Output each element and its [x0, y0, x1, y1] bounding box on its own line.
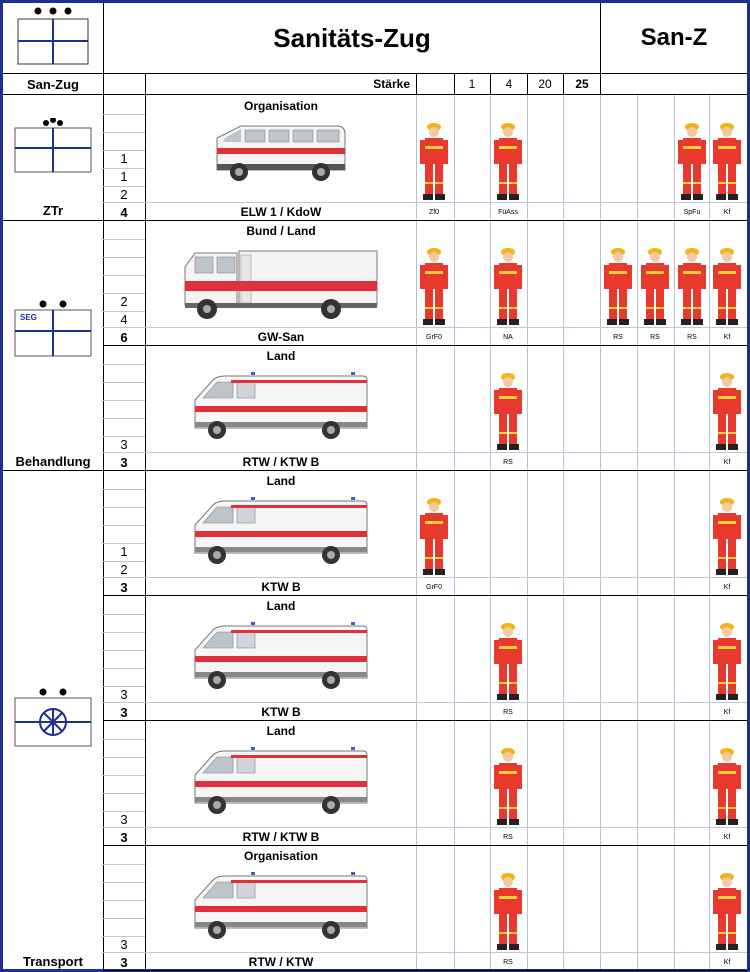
role-label: [416, 705, 452, 719]
crew-member-icon: [712, 870, 742, 952]
grid-line: [103, 114, 145, 115]
grid-line: [527, 73, 528, 95]
strength-total: 3: [120, 704, 128, 720]
vehicle-category: Land: [266, 474, 296, 488]
role-label: [637, 455, 673, 469]
role-label: [674, 705, 710, 719]
role-label: [526, 205, 562, 219]
role-label: [637, 580, 673, 594]
vehicle-ktw-icon: [191, 620, 371, 694]
crew-member-icon: [712, 370, 742, 452]
role-label: [637, 955, 673, 969]
strength-count: [104, 524, 144, 542]
role-label: RS: [503, 708, 513, 716]
grid-line: [490, 73, 491, 95]
crew-member-icon: [419, 120, 449, 202]
role-label: [637, 705, 673, 719]
strength-count: 2: [120, 561, 128, 577]
grid-line: [103, 739, 145, 740]
strength-count: 2: [120, 186, 128, 202]
vehicle-name: ELW 1 / KdoW: [240, 205, 322, 219]
seg-symbol-icon: [10, 298, 96, 360]
crew-member-icon: [712, 495, 742, 577]
role-label: NA: [503, 333, 513, 341]
crew-member-icon: [712, 120, 742, 202]
strength-count: 2: [120, 293, 128, 309]
grid-line: [454, 95, 455, 969]
group-label-ztr: ZTr: [42, 202, 64, 218]
role-label: Kf: [723, 333, 731, 341]
strength-count: 1: [120, 150, 128, 166]
crew-member-icon: [493, 870, 523, 952]
grid-line: [103, 489, 145, 490]
seg-symbol-text: SEG: [20, 313, 37, 322]
vehicle-elw-icon: [211, 120, 351, 184]
vehicle-ktw-icon: [191, 370, 371, 444]
vehicle-name: KTW B: [261, 705, 301, 719]
role-label: [416, 955, 452, 969]
strength-count: 3: [120, 811, 128, 827]
grid-line: [416, 73, 417, 95]
role-label: [674, 955, 710, 969]
vehicle-category: Organisation: [243, 849, 318, 863]
grid-line: [103, 364, 145, 365]
strength-total: 6: [120, 329, 128, 345]
crew-member-icon: [493, 370, 523, 452]
grid-line: [3, 470, 103, 471]
crew-member-icon: [640, 245, 670, 327]
grid-line: [103, 132, 145, 133]
strength-count: 3: [120, 936, 128, 952]
grid-line: [103, 757, 145, 758]
role-label: RS: [687, 333, 697, 341]
vehicle-gw-icon: [181, 245, 381, 321]
grid-line: [3, 73, 747, 74]
page-title: Sanitäts-Zug: [273, 22, 431, 53]
role-label: [490, 580, 526, 594]
strength-total: 3: [120, 954, 128, 970]
command-symbol-icon: [10, 118, 96, 176]
strength-col-3: 20: [538, 77, 552, 91]
role-label: [600, 830, 636, 844]
strength-count: [104, 899, 144, 917]
strength-count: [104, 667, 144, 685]
role-label: [526, 955, 562, 969]
vehicle-category: Land: [266, 599, 296, 613]
strength-count: 1: [120, 168, 128, 184]
strength-col-2: 4: [505, 77, 513, 91]
transport-symbol-icon: [10, 686, 96, 750]
role-label: [637, 205, 673, 219]
role-label: [526, 705, 562, 719]
role-label: [637, 830, 673, 844]
role-label: Kf: [723, 833, 731, 841]
strength-count: [104, 792, 144, 810]
strength-count: [104, 417, 144, 435]
row-label-san-zug: San-Zug: [27, 76, 79, 92]
role-label: [526, 580, 562, 594]
crew-member-icon: [493, 120, 523, 202]
strength-total: 3: [120, 579, 128, 595]
strength-count: [104, 917, 144, 935]
vehicle-ktw-icon: [191, 745, 371, 819]
role-label: [600, 205, 636, 219]
role-label: RS: [503, 833, 513, 841]
role-label: GrF0: [426, 583, 442, 591]
role-label: RS: [503, 958, 513, 966]
role-label: Kf: [723, 458, 731, 466]
strength-col-1: 1: [468, 77, 476, 91]
grid-line: [103, 507, 145, 508]
crew-member-icon: [493, 620, 523, 702]
role-label: [674, 830, 710, 844]
unit-code: San-Z: [640, 24, 708, 51]
role-label: FüAss: [498, 208, 518, 216]
vehicle-ktw-icon: [191, 495, 371, 569]
vehicle-name: GW-San: [257, 330, 305, 344]
strength-total: 4: [120, 204, 128, 220]
grid-line: [103, 239, 145, 240]
grid-line: [563, 95, 564, 969]
group-label-behandlung: Behandlung: [15, 453, 91, 469]
strength-count: 1: [120, 543, 128, 559]
role-label: SpFu: [683, 208, 701, 216]
vehicle-name: RTW / KTW B: [242, 830, 320, 844]
vehicle-ktw-icon: [191, 870, 371, 944]
crew-member-icon: [712, 620, 742, 702]
role-label: [600, 955, 636, 969]
role-label: [526, 455, 562, 469]
grid-line: [103, 257, 145, 258]
crew-member-icon: [419, 495, 449, 577]
strength-total: 3: [120, 829, 128, 845]
grid-line: [103, 864, 145, 865]
role-label: RS: [503, 458, 513, 466]
grid-line: [103, 382, 145, 383]
role-label: Kf: [723, 583, 731, 591]
staerke-label: Stärke: [373, 77, 410, 91]
strength-count: [104, 774, 144, 792]
vehicle-name: RTW / KTW B: [242, 455, 320, 469]
grid-line: [103, 882, 145, 883]
role-label: RS: [650, 333, 660, 341]
vehicle-category: Bund / Land: [246, 224, 316, 238]
strength-count: [104, 399, 144, 417]
role-label: Kf: [723, 958, 731, 966]
strength-total: 3: [120, 454, 128, 470]
crew-member-icon: [603, 245, 633, 327]
role-label: Kf: [723, 208, 731, 216]
vehicle-name: RTW / KTW: [248, 955, 314, 969]
crew-member-icon: [419, 245, 449, 327]
crew-member-icon: [712, 245, 742, 327]
role-label: [600, 580, 636, 594]
role-label: [416, 455, 452, 469]
role-label: [526, 330, 562, 344]
role-label: Kf: [723, 708, 731, 716]
role-label: Zf0: [428, 208, 440, 216]
role-label: RS: [613, 333, 623, 341]
grid-line: [600, 3, 601, 73]
strength-col-4: 25: [575, 77, 589, 91]
strength-count: 3: [120, 436, 128, 452]
strength-count: 3: [120, 686, 128, 702]
grid-line: [103, 632, 145, 633]
role-label: [674, 455, 710, 469]
vehicle-name: KTW B: [261, 580, 301, 594]
vehicle-category: Land: [266, 724, 296, 738]
role-label: [674, 580, 710, 594]
crew-member-icon: [493, 245, 523, 327]
role-label: [600, 705, 636, 719]
grid-line: [3, 94, 747, 95]
vehicle-category: Organisation: [243, 99, 318, 113]
strength-count: [104, 649, 144, 667]
strength-count: 4: [120, 311, 128, 327]
grid-line: [454, 73, 455, 95]
grid-line: [563, 73, 564, 95]
group-label-transport: Transport: [23, 953, 83, 969]
vehicle-category: Land: [266, 349, 296, 363]
grid-line: [103, 614, 145, 615]
crew-member-icon: [677, 120, 707, 202]
grid-line: [3, 220, 103, 221]
crew-member-icon: [493, 745, 523, 827]
role-label: [416, 830, 452, 844]
role-label: GrF0: [426, 333, 442, 341]
grid-line: [600, 73, 601, 95]
strength-count: [104, 274, 144, 292]
crew-member-icon: [677, 245, 707, 327]
role-label: [526, 830, 562, 844]
crew-member-icon: [712, 745, 742, 827]
platoon-symbol-icon: [10, 6, 96, 68]
role-label: [600, 455, 636, 469]
